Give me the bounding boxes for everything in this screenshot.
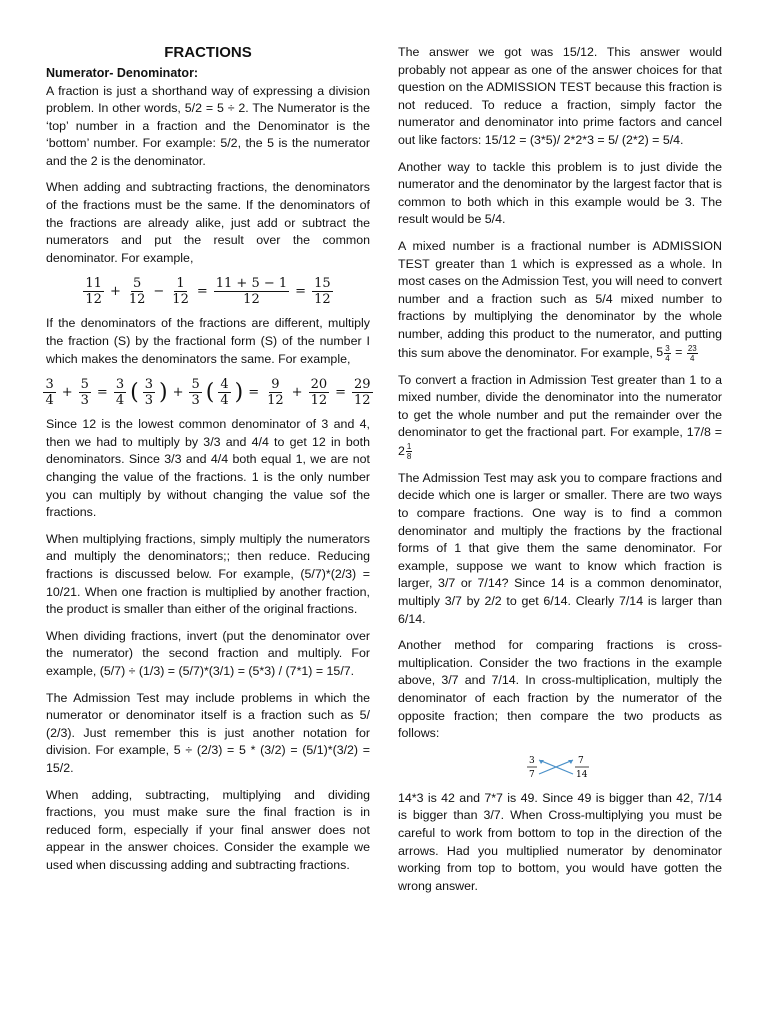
right-denominator: 14	[576, 769, 588, 780]
right-numerator: 7	[578, 755, 584, 766]
paragraph-cross-multiplication: Another method for comparing fractions is cross-multiplication. Consider the two fractions in the example above, 3/7 and 7/14. In cross-multiplication, multiply the denominator of each fraction by the numerator of the opposite fraction; then compare the two products as follows:	[398, 638, 722, 741]
paragraph-dividing: When dividing fractions, invert (put the denominator over the numerator) the second fraction and multiply. For example, (5/7) ÷ (1/3) = (5/7)*(3/1) = (5*3) / (7*1) = 15/7.	[46, 628, 370, 678]
paragraph-adding-different: If the denominators of the fractions are different, multiply the fraction (S) by the fractional form (S) of the number I which makes the denominators the same. For example,	[46, 316, 370, 366]
paragraph-comparing: The Admission Test may ask you to compare fractions and decide which one is larger or smaller. There are two ways to compare fractions. One way is to find a common denominator and multiply the fractions by the fractional forms of 1 that give them the same denominator. For example, suppose we want to know which fraction is larger, 3/7 or 7/14? Since 14 is a common denominator, multiply 3/7 by 2/2 to get 6/14. Clearly 7/14 is larger than 6/14.	[398, 470, 722, 626]
paragraph-complex-fractions: The Admission Test may include problems in which the numerator or denominator itself is a fraction such as 5/ (2/3). Just remember this is just another notation for division. For example, 5 ÷ (2/3) = 5 * (3/2) = (5/1)*(3/2) = 15/2.	[46, 690, 370, 775]
cross-arrows-figure	[525, 752, 595, 784]
left-denominator: 7	[529, 769, 535, 780]
paragraph-multiplying: When multiplying fractions, simply multiply the numerators and multiply the denominators;; then reduce. Reducing fractions is discussed below. For example, (5/7)*(2/3) = 10/21. When one fraction is multiplied by another fraction, the product is smaller than either of the original fractions.	[46, 531, 370, 617]
improper-to-mixed-example: 2 $\frac{1}{8}$	[398, 441, 412, 461]
equation-adding-same: $\frac{11}{12}$ + $\frac{5}{12}$ − $\frac{1}{12}$ = $\frac{11 + 5 - 1}{12}$ = $\frac{15}{12}$	[85, 276, 331, 308]
cross-multiplication-diagram	[398, 752, 722, 784]
right-column	[398, 44, 722, 904]
paragraph-reducing: The answer we got was 15/12. This answer would probably not appear as one of the answer choices for that question on the ADMISSION TEST because this fraction is not reduced. To reduce a fraction, simply factor the numerator and denominator into prime factors and cancel out like factors: 15/12 = (3*5)/ 2*2*3 = 5/ (2*2) = 5/4.	[398, 45, 722, 147]
fraction: $\frac{5}{12}$	[128, 276, 146, 308]
page-title: FRACTIONS	[164, 44, 252, 61]
paragraph-reduced-form: When adding, subtracting, multiplying and dividing fractions, you must make sure the final fraction is in reduced form, especially if your final answer does not appear in the answer choices. Consider the example we used when discussing adding and subtracting fractions.	[46, 787, 370, 872]
paragraph-definition: A fraction is just a shorthand way of expressing a division problem. In other words, 5/2 = 5 ÷ 2. The Numerator is the ‘top’ number in a fraction and the Denominator is the ‘bottom’ number. For example: 5/2, the 5 is the numerator and the 2 is the denominator.	[46, 83, 370, 168]
left-column	[46, 44, 370, 883]
section-subheading: Numerator- Denominator:	[46, 66, 199, 80]
paragraph-mixed-number: A mixed number is a fractional number is ADMISSION TEST greater than 1 which is expressed as a whole. In most cases on the Admission Test, you will need to convert number and a fraction such as 5/4 mixed number to fractions by multiplying the denominator by the whole number, adding this product to the numerator, and putting this sum above the denominator. For example, 5 $\frac{3}{4}$ = $\frac{23}{4}$	[398, 238, 722, 363]
equation-adding-different: $\frac{3}{4}$ + $\frac{5}{3}$ = $\frac{3}{4}$ ( $\frac{3}{3}$ ) + $\frac{5}{3}$ ( $\frac{4}{4}$ ) = $\frac{9}{12}$ + $\frac{20}{12}$ = $\frac{29}{12}$	[45, 377, 371, 409]
paragraph-largest-factor: Another way to tackle this problem is to just divide the numerator and the denominator by the largest factor that is common to both which in this example would be 3. The result would be 5/4.	[398, 159, 722, 227]
paragraph-adding-same: When adding and subtracting fractions, the denominators of the fractions must be the same. If the denominators of the fractions are already alike, just add or subtract the numerators and put the result over the common denominator. For example,	[46, 180, 370, 265]
paragraph-lcd: Since 12 is the lowest common denominator of 3 and 4, then we had to multiply by 3/3 and 4/4 to get 12 in both denominators. Since 3/3 and 4/4 both equal 1, we are not changing the value of the fractions. 1 is the only number you can multiply by without changing the value sof the fractions.	[46, 417, 370, 520]
left-numerator: 3	[529, 755, 535, 766]
fraction: $\frac{11 + 5 - 1}{12}$	[215, 276, 288, 308]
fraction: $\frac{11}{12}$	[85, 276, 102, 308]
paragraph-convert-mixed: To convert a fraction in Admission Test greater than 1 to a mixed number, divide the denominator into the numerator to get the whole number and put the remainder over the denominator to get the fractional part. For example, 17/8 = 2 $\frac{1}{8}$	[398, 372, 722, 461]
fraction: $\frac{15}{12}$	[314, 276, 331, 308]
fraction: $\frac{1}{12}$	[172, 276, 189, 308]
paragraph-cross-result: 14*3 is 42 and 7*7 is 49. Since 49 is bigger than 42, 7/14 is bigger than 3/7. When Cross-multiplying you must be careful to work from bottom to top in the direction of the arrows. Had you multiplied numerator by denominator working from top to bottom, you would have gotten the wrong answer.	[398, 790, 722, 893]
mixed-number-example: 5 $\frac{3}{4}$ = $\frac{23}{4}$	[656, 343, 697, 363]
